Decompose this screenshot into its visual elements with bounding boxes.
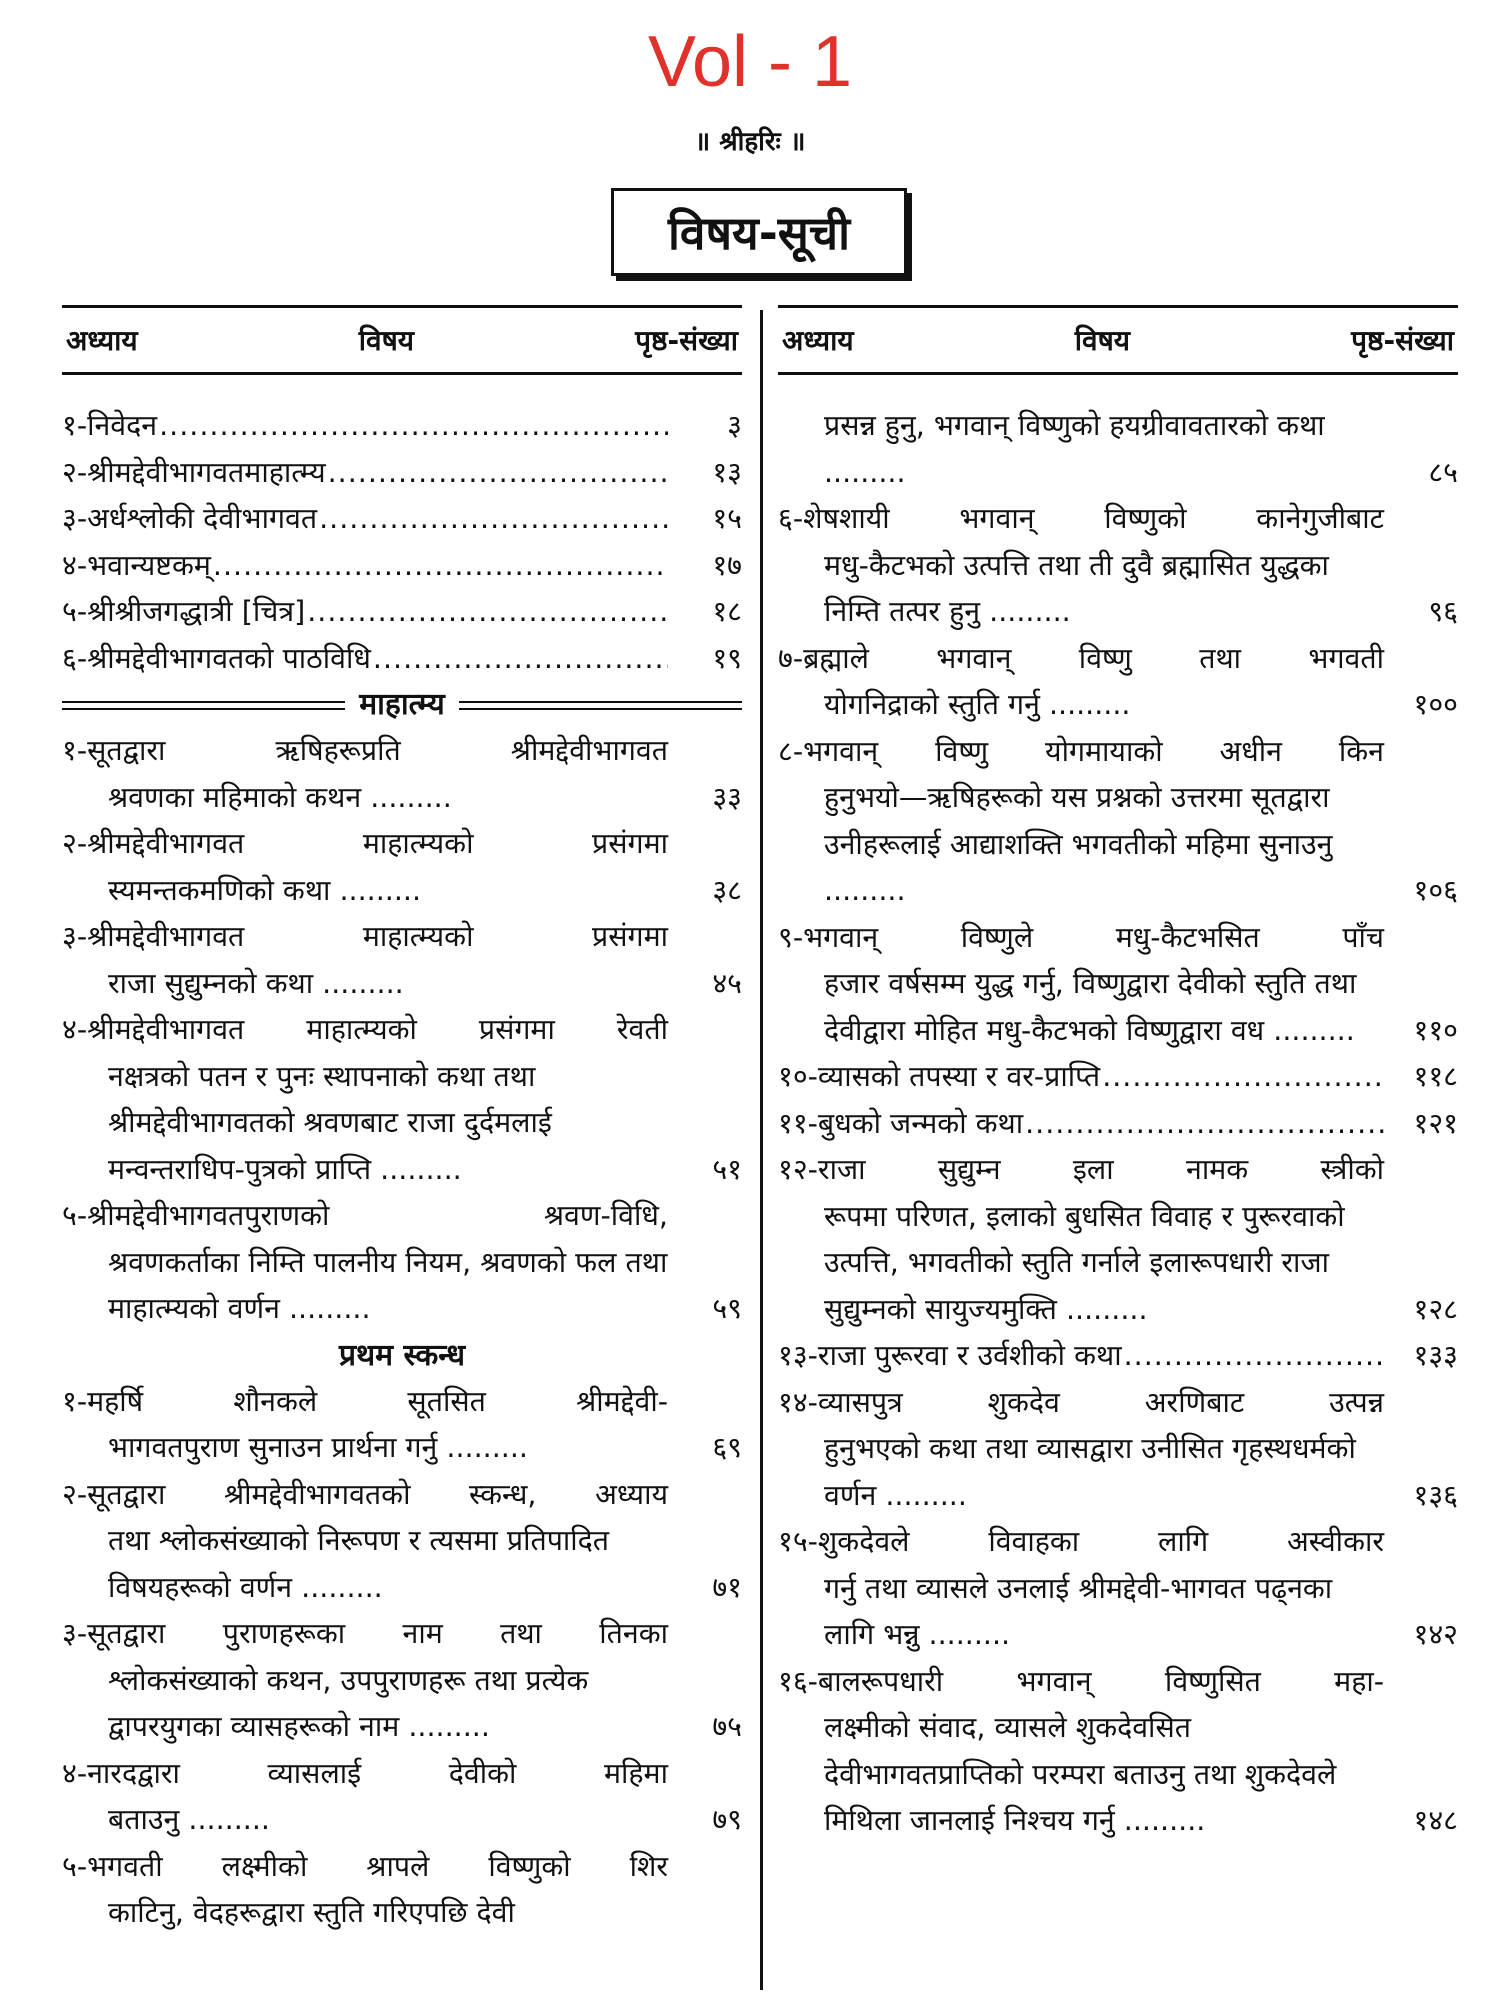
leader-dots: .........	[330, 873, 422, 907]
toc-entry-page: १९	[712, 641, 742, 675]
toc-entry-first-line: ४-नारदद्वारा व्यासलाई देवीको महिमा	[62, 1756, 668, 1790]
toc-entry-line	[824, 1566, 1384, 1659]
toc-entry-text	[778, 729, 1384, 915]
toc-entry[interactable]	[778, 1333, 1458, 1380]
section-rule	[62, 701, 345, 710]
toc-entry-title: गर्नु तथा व्यासले उनलाई श्रीमद्देवी-भागवत पढ्नका लागि भन्नु	[824, 1571, 1333, 1651]
toc-entry-first-line: ३-सूतद्वारा पुराणहरूका नाम तथा तिनका	[62, 1617, 668, 1650]
toc-entry-first-line	[778, 1054, 1384, 1101]
toc-entry-text	[62, 589, 668, 636]
toc-entry-page: ५९	[712, 1292, 742, 1325]
toc-entry-first-line: २-श्रीमद्देवीभागवत माहात्म्यको प्रसंगमा	[62, 827, 668, 860]
toc-entry[interactable]	[778, 1147, 1458, 1333]
toc-entry-line	[824, 775, 1384, 915]
toc-entry-continuation	[62, 1658, 668, 1751]
toc-entry-first-line: ८-भगवान् विष्णु योगमायाको अधीन किन	[778, 734, 1384, 768]
toc-entry-line	[824, 403, 1384, 496]
toc-entry-line	[108, 961, 668, 1008]
toc-entry[interactable]	[778, 1659, 1458, 1845]
toc-entry-line	[108, 1054, 668, 1194]
toc-entry-line	[62, 450, 668, 497]
toc-entry-line	[824, 1194, 1384, 1334]
toc-entry-first-line: १४-व्यासपुत्र शुकदेव अरणिबाट उत्पन्न	[778, 1385, 1384, 1419]
toc-entry-title: १०-व्यासको तपस्या र वर-प्राप्ति	[778, 1060, 1101, 1093]
toc-entry[interactable]	[62, 1751, 742, 1844]
toc-entry-text	[62, 728, 668, 821]
toc-entry-line	[108, 1240, 668, 1333]
toc-entry-text	[62, 1472, 668, 1612]
toc-entry-title: प्रसन्न हुनु, भगवान् विष्णुको हयग्रीवावतारको कथा	[824, 409, 1325, 442]
leader-dots: .........	[1264, 1013, 1355, 1047]
toc-entry-first-line: ५-श्रीमद्देवीभागवतपुराणको श्रवण-विधि,	[62, 1199, 668, 1232]
toc-entry-line	[108, 1890, 668, 1937]
toc-entry[interactable]	[778, 636, 1458, 729]
toc-entry[interactable]	[62, 1193, 742, 1333]
leader-dots	[1102, 1054, 1384, 1101]
toc-entry-page: १४८	[1413, 1804, 1458, 1837]
leader-dots: .........	[824, 874, 906, 907]
leader-dots: .........	[179, 1803, 270, 1836]
toc-entry-first-line: १-सूतद्वारा ऋषिहरूप्रति श्रीमद्देवीभागवत	[62, 734, 668, 767]
header-subject: विषय	[1074, 324, 1131, 357]
toc-entry-title: श्रवणकर्ताका निम्ति पालनीय नियम, श्रवणको फल तथा माहात्म्यको वर्णन	[108, 1245, 668, 1325]
toc-entry-title: तथा श्लोकसंख्याको निरूपण र त्यसमा प्रतिपादित विषयहरूको वर्णन	[108, 1524, 610, 1604]
leader-dots	[1124, 1333, 1384, 1380]
toc-entry-line	[62, 636, 668, 683]
toc-entry-first-line: १५-शुकदेवले विवाहका लागि अस्वीकार	[778, 1525, 1384, 1558]
toc-entry-first-line: १-महर्षि शौनकले सूतसित श्रीमद्देवी-	[62, 1384, 668, 1418]
toc-entry-text	[62, 496, 668, 543]
toc-entry-line	[62, 403, 668, 450]
toc-entry[interactable]	[62, 1379, 742, 1472]
toc-entry-text	[62, 914, 668, 1007]
toc-entry-text	[62, 1751, 668, 1844]
leader-dots: .........	[279, 1292, 371, 1325]
toc-entry-continuation	[778, 1566, 1384, 1659]
leader-dots	[307, 589, 668, 636]
toc-entry-text	[62, 1844, 668, 1937]
toc-entry-page: ८५	[1428, 455, 1458, 489]
toc-entry-page: १३३	[1413, 1339, 1458, 1372]
toc-entry-first-line	[778, 1333, 1384, 1380]
toc-entry[interactable]	[778, 729, 1458, 915]
header-chapter: अध्याय	[782, 324, 854, 357]
toc-entry-text	[62, 636, 668, 683]
header-page: पृष्ठ-संख्या	[1351, 324, 1454, 357]
toc-entry-page: ११८	[1413, 1060, 1458, 1093]
toc-entry-first-line	[778, 1101, 1384, 1148]
toc-entry[interactable]	[62, 1007, 742, 1193]
leader-dots: .........	[1039, 688, 1131, 721]
toc-entry-continuation	[778, 403, 1384, 496]
toc-entry[interactable]	[778, 1519, 1458, 1659]
toc-entry-text	[62, 1611, 668, 1751]
toc-entry-page: १५	[712, 502, 742, 535]
toc-entry[interactable]	[62, 403, 742, 450]
toc-entry-page: ७५	[712, 1710, 742, 1743]
leader-dots: .........	[292, 1570, 383, 1604]
toc-entry[interactable]	[778, 403, 1458, 496]
toc-entry-first-line: ६-शेषशायी भगवान् विष्णुको कानेगुजीबाट	[778, 502, 1384, 535]
toc-entry-line	[108, 868, 668, 915]
leader-dots	[213, 543, 668, 590]
toc-entry-page: ७९	[712, 1803, 742, 1836]
toc-entry-title: १३-राजा पुरूरवा र उर्वशीको कथा	[778, 1339, 1122, 1372]
table-header	[778, 305, 1458, 375]
toc-entry-first-line: १६-बालरूपधारी भगवान् विष्णुसित महा-	[778, 1664, 1384, 1698]
header-page: पृष्ठ-संख्या	[635, 324, 738, 357]
toc-entry-continuation	[62, 961, 668, 1008]
toc-entry-title: ३-अर्धश्लोकी देवीभागवत	[62, 502, 318, 535]
toc-entry-text	[778, 1054, 1384, 1101]
toc-entry-continuation	[62, 1240, 668, 1333]
page-title	[611, 188, 907, 276]
toc-entry[interactable]	[778, 1380, 1458, 1520]
toc-entry-continuation	[62, 775, 668, 822]
right-column	[778, 305, 1458, 1845]
toc-entry-text	[62, 1379, 668, 1472]
toc-entry-page: १२१	[1413, 1106, 1458, 1140]
leader-dots: .........	[1114, 1804, 1206, 1837]
leader-dots: .........	[1056, 1292, 1148, 1326]
toc-entry[interactable]	[62, 821, 742, 914]
toc-entry-text	[778, 1333, 1384, 1380]
leader-dots: .........	[371, 1152, 462, 1186]
toc-entry-page: ११०	[1413, 1013, 1458, 1047]
toc-entry-title: राजा सुद्युम्नको कथा	[108, 966, 314, 1000]
toc-entry-text	[62, 1007, 668, 1193]
toc-entry-text	[778, 1659, 1384, 1845]
toc-entry-line	[824, 961, 1384, 1054]
toc-entry-text	[62, 403, 668, 450]
toc-entry-title: मधु-कैटभको उत्पत्ति तथा ती दुवै ब्रह्मासित युद्धका निम्ति तत्पर हुनु	[824, 548, 1329, 628]
toc-entry-line	[62, 496, 668, 543]
left-column	[62, 305, 742, 1937]
toc-entry-continuation	[778, 1194, 1384, 1334]
toc-entry-text	[778, 1519, 1384, 1659]
toc-entry-title: भागवतपुराण सुनाउन प्रार्थना गर्नु	[108, 1431, 438, 1464]
toc-entry-continuation	[62, 1518, 668, 1611]
toc-entry-continuation	[62, 1425, 668, 1472]
toc-entry-line	[824, 1426, 1384, 1519]
toc-entry-title: ४-भवान्यष्टकम्	[62, 548, 211, 582]
toc-entry-text	[778, 1147, 1384, 1333]
leader-dots: .........	[361, 780, 452, 814]
toc-entry-text	[778, 636, 1384, 729]
toc-entry-title: लक्ष्मीको संवाद, व्यासले शुकदेवसित देवीभागवतप्राप्तिको परम्परा बताउनु तथा शुकदेवले मिथिला जानलाई निश्चय गर्नु	[824, 1711, 1337, 1837]
toc-entry[interactable]	[778, 915, 1458, 1055]
toc-entry-title: रूपमा परिणत, इलाको बुधसित विवाह र पुरूरवाको उत्पत्ति, भगवतीको स्तुति गर्नाले इलारूपधारी राजा सुद्युम्नको सायुज्यमुक्ति	[824, 1199, 1345, 1326]
toc-entry-page: ६९	[712, 1431, 742, 1464]
toc-entry[interactable]	[778, 496, 1458, 636]
toc-entry-title: ११-बुधको जन्मको कथा	[778, 1106, 1024, 1140]
leader-dots	[373, 636, 668, 683]
section-title: माहात्म्य	[359, 687, 445, 722]
leader-dots: .........	[399, 1710, 490, 1743]
toc-entry-line	[824, 682, 1384, 729]
toc-entry-page: ३३	[712, 780, 742, 814]
volume-label: Vol - 1	[647, 22, 853, 102]
toc-entry-title: १-निवेदन	[62, 409, 158, 442]
leader-dots: .........	[876, 1478, 967, 1512]
section-mahatmya	[62, 682, 742, 728]
toc-entry-first-line: २-सूतद्वारा श्रीमद्देवीभागवतको स्कन्ध, अध्याय	[62, 1477, 668, 1511]
section-rule	[459, 701, 742, 710]
toc-entry-continuation	[778, 682, 1384, 729]
toc-entry[interactable]	[62, 450, 742, 497]
toc-entry-title: हुनुभएको कथा तथा व्यासद्वारा उनीसित गृहस्थधर्मको वर्णन	[824, 1432, 1356, 1512]
toc-entry-page: १३	[712, 455, 742, 489]
toc-entry[interactable]	[62, 1611, 742, 1751]
toc-entry-page: १३६	[1413, 1478, 1458, 1512]
toc-entry-page: ९६	[1428, 595, 1458, 628]
toc-entry-first-line: ४-श्रीमद्देवीभागवत माहात्म्यको प्रसंगमा रेवती	[62, 1013, 668, 1046]
toc-entry[interactable]	[62, 543, 742, 590]
toc-entry-first-line: ७-ब्रह्माले भगवान् विष्णु तथा भगवती	[778, 641, 1384, 675]
toc-entry-page: ७१	[712, 1570, 742, 1604]
toc-entry-first-line: ५-भगवती लक्ष्मीको श्रापले विष्णुको शिर	[62, 1849, 668, 1883]
toc-entry-line	[108, 1425, 668, 1472]
toc-entry-page: ४५	[712, 966, 742, 1000]
toc-entry[interactable]	[778, 1054, 1458, 1101]
toc-list	[62, 403, 742, 1937]
toc-entry-first-line: ३-श्रीमद्देवीभागवत माहात्म्यको प्रसंगमा	[62, 920, 668, 953]
toc-entry-line	[108, 1658, 668, 1751]
toc-entry-page: १००	[1413, 688, 1458, 721]
toc-entry-title: श्लोकसंख्याको कथन, उपपुराणहरू तथा प्रत्येक द्वापरयुगका व्यासहरूको नाम	[108, 1663, 589, 1743]
toc-entry-continuation	[778, 775, 1384, 915]
section-prathama-skandha: प्रथम स्कन्ध	[338, 1337, 466, 1373]
toc-entry[interactable]	[62, 914, 742, 1007]
toc-entry[interactable]	[62, 589, 742, 636]
toc-entry-page: ५१	[712, 1152, 742, 1186]
toc-entry[interactable]	[62, 1844, 742, 1937]
toc-entry-text	[778, 496, 1384, 636]
toc-entry-first-line: १२-राजा सुद्युम्न इला नामक स्त्रीको	[778, 1153, 1384, 1186]
toc-entry[interactable]	[778, 1101, 1458, 1148]
toc-entry-continuation	[62, 868, 668, 915]
toc-entry-continuation	[778, 961, 1384, 1054]
toc-entry[interactable]	[62, 496, 742, 543]
toc-entry-title: ५-श्रीश्रीजगद्धात्री [चित्र]	[62, 595, 306, 628]
header-subject: विषय	[358, 324, 415, 357]
toc-entry-title: काटिनु, वेदहरूद्वारा स्तुति गरिएपछि देवी	[108, 1896, 515, 1929]
leader-dots	[319, 496, 668, 543]
toc-entry-continuation	[62, 1054, 668, 1194]
toc-entry-text	[62, 450, 668, 497]
toc-entry-title: बताउनु	[108, 1803, 180, 1836]
leader-dots	[328, 450, 668, 497]
column-divider	[760, 310, 763, 1990]
toc-entry-line	[108, 775, 668, 822]
toc-entry-title: नक्षत्रको पतन र पुनः स्थापनाको कथा तथा श्रीमद्देवीभागवतको श्रवणबाट राजा दुर्दमलाई मन्वन्तराधिप-पुत्रको प्राप्ति	[108, 1059, 552, 1186]
toc-entry-page: ३८	[712, 873, 742, 907]
leader-dots: .........	[313, 966, 404, 1000]
toc-entry-title: ६-श्रीमद्देवीभागवतको पाठविधि	[62, 641, 371, 675]
toc-entry-text	[778, 1101, 1384, 1148]
leader-dots	[159, 403, 668, 450]
toc-entry-line	[108, 1518, 668, 1611]
toc-entry-line	[824, 543, 1384, 636]
toc-entry-first-line: ९-भगवान् विष्णुले मधु-कैटभसित पाँच	[778, 920, 1384, 954]
toc-entry-title: हुनुभयो—ऋषिहरूको यस प्रश्नको उत्तरमा सूतद्वारा उनीहरूलाई आद्याशक्ति भगवतीको महिमा सुनाउनु	[824, 781, 1333, 861]
toc-entry-text	[62, 1193, 668, 1333]
toc-entry-continuation	[62, 1890, 668, 1937]
toc-entry-text	[62, 543, 668, 590]
toc-entry-continuation	[62, 1797, 668, 1844]
toc-entry-line	[108, 1797, 668, 1844]
toc-entry-text	[778, 1380, 1384, 1520]
toc-entry-continuation	[778, 543, 1384, 636]
toc-entry-page: १४२	[1413, 1618, 1458, 1651]
title-text: विषय-सूची	[667, 206, 851, 260]
toc-entry-continuation	[778, 1705, 1384, 1845]
leader-dots: .........	[980, 595, 1071, 628]
toc-entry-page: १८	[712, 595, 742, 628]
toc-entry-page: १०६	[1413, 874, 1458, 907]
leader-dots: .........	[437, 1431, 528, 1464]
toc-entry-line	[62, 589, 668, 636]
leader-dots	[1025, 1101, 1384, 1148]
invocation-text: ॥ श्रीहरिः ॥	[694, 127, 806, 157]
toc-entry-title: योगनिद्राको स्तुति गर्नु	[824, 688, 1040, 721]
toc-entry-text	[778, 403, 1384, 496]
toc-entry-page: १२८	[1413, 1292, 1458, 1326]
toc-entry-text	[62, 821, 668, 914]
toc-entry-continuation	[778, 1426, 1384, 1519]
toc-entry[interactable]	[62, 728, 742, 821]
toc-entry-title: हजार वर्षसम्म युद्ध गर्नु, विष्णुद्वारा देवीको स्तुति तथा देवीद्वारा मोहित मधु-कैटभको विष्णुद्वारा वध	[824, 967, 1357, 1047]
toc-entry-text	[778, 915, 1384, 1055]
leader-dots: .........	[824, 455, 906, 489]
toc-entry-title: स्यमन्तकमणिको कथा	[108, 873, 331, 907]
toc-list	[778, 403, 1458, 1845]
toc-entry-page: १७	[712, 548, 742, 582]
toc-entry[interactable]	[62, 636, 742, 683]
toc-entry-page: ३	[727, 409, 742, 442]
leader-dots: .........	[919, 1618, 1011, 1651]
table-header	[62, 305, 742, 375]
toc-entry-title: श्रवणका महिमाको कथन	[108, 780, 362, 814]
header-chapter: अध्याय	[66, 324, 138, 357]
toc-entry[interactable]	[62, 1472, 742, 1612]
toc-entry-line	[824, 1705, 1384, 1845]
toc-entry-line	[62, 543, 668, 590]
toc-entry-title: २-श्रीमद्देवीभागवतमाहात्म्य	[62, 455, 326, 489]
